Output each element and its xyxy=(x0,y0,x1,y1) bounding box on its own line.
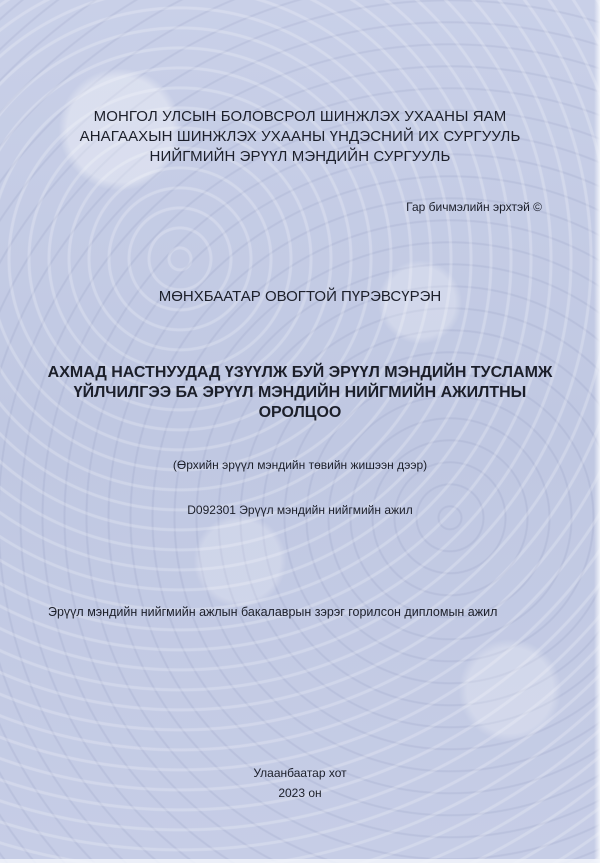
thesis-title-line-1: АХМАД НАСТНУУДАД ҮЗҮҮЛЖ БУЙ ЭРҮҮЛ МЭНДИЙН ТУСЛАМЖ xyxy=(47,364,553,381)
copyright-note: Гар бичмэлийн эрхтэй © xyxy=(406,200,542,214)
program-code: D092301 Эрүүл мэндийн нийгмийн ажил xyxy=(187,503,413,517)
thesis-subtitle: (Өрхийн эрүүл мэндийн төвийн жишээн дээр) xyxy=(172,458,428,472)
university-name: АНАГААХЫН ШИНЖЛЭХ УХААНЫ ҮНДЭСНИЙ ИХ СУРГУУЛЬ xyxy=(79,128,521,145)
place-of-publication: Улаанбаатар хот xyxy=(253,766,347,780)
degree-statement: Эрүүл мэндийн нийгмийн ажлын бакалаврын зэрэг горилсон дипломын ажил xyxy=(48,605,498,619)
paper-edge-bottom xyxy=(0,859,600,863)
year-of-publication: 2023 он xyxy=(278,786,322,800)
school-name: НИЙГМИЙН ЭРҮҮЛ МЭНДИЙН СУРГУУЛЬ xyxy=(149,148,451,165)
ministry-name: МОНГОЛ УЛСЫН БОЛОВСРОЛ ШИНЖЛЭХ УХААНЫ ЯАМ xyxy=(93,108,507,125)
author-name: МӨНХБААТАР ОВОГТОЙ ПҮРЭВСҮРЭН xyxy=(158,288,442,305)
thesis-title-line-3: ОРОЛЦОО xyxy=(258,404,342,421)
thesis-title-line-2: ҮЙЛЧИЛГЭЭ БА ЭРҮҮЛ МЭНДИЙН НИЙГМИЙН АЖИЛТНЫ xyxy=(73,384,527,401)
